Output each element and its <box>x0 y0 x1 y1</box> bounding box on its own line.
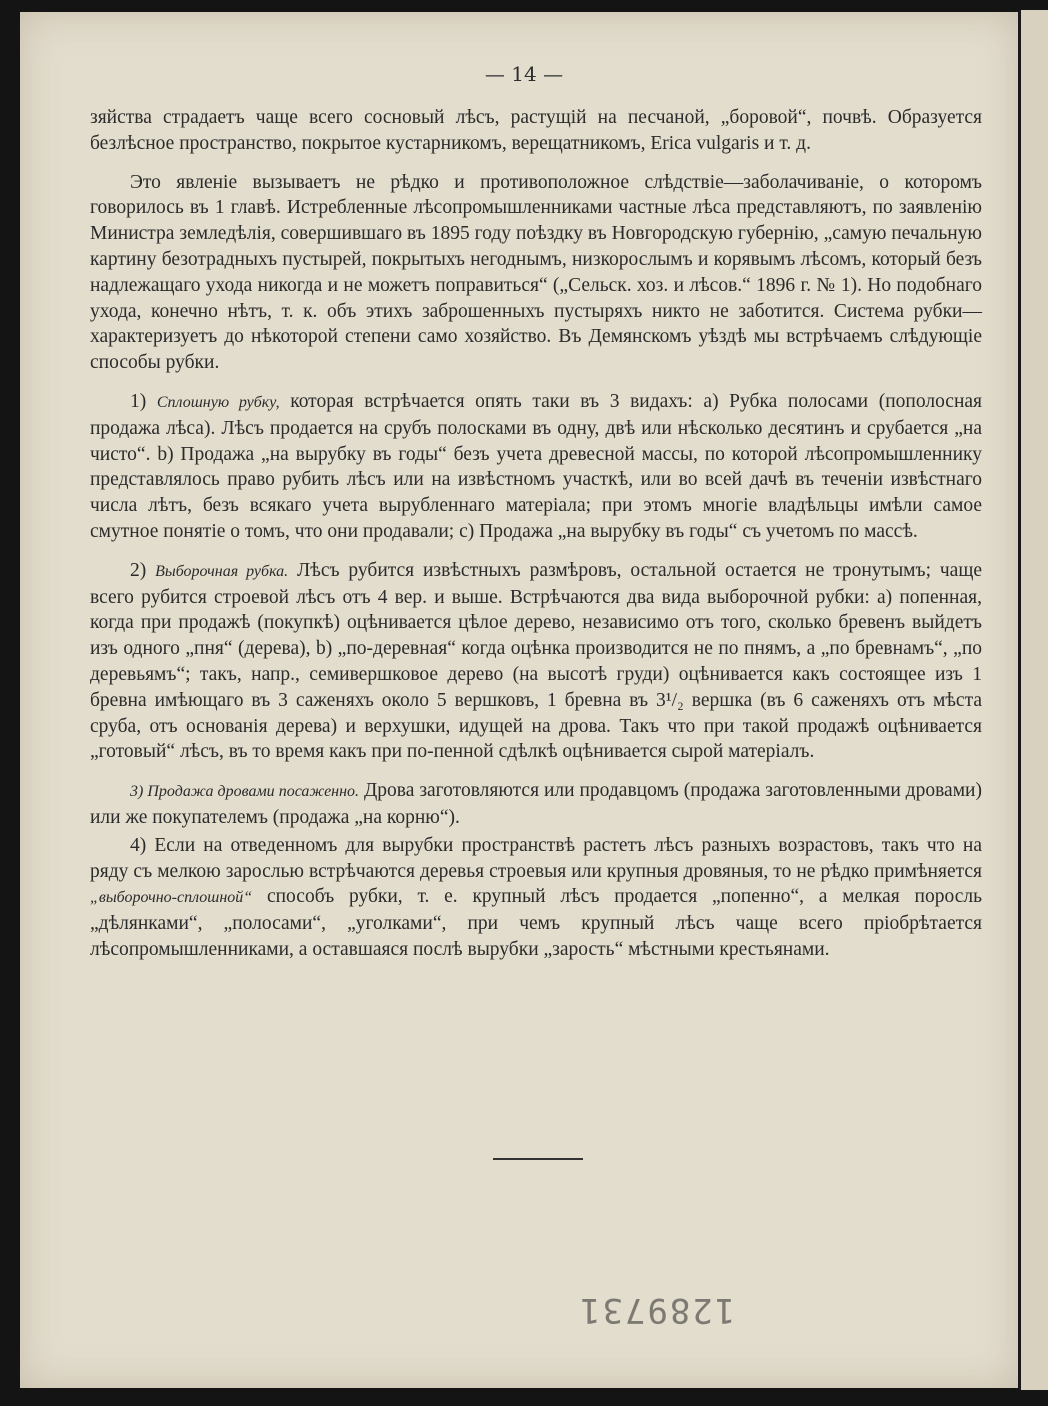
paragraph-mixed-cutting <box>90 833 982 963</box>
text-run: Лѣсъ рубится извѣстныхъ размѣровъ, остальной остается не тронутымъ; чаще всего рубится строевой лѣсъ отъ 4 вер. и выше. Встрѣчаются два вида выборочной рубки: a) попенная, когда при продажѣ (покупкѣ) оцѣнивается цѣлое дерево, независимо отъ того, сколько бревенъ выйдетъ изъ одного „пня“ (дерева), b) „по-деревная“ когда оцѣнка производится не по пнямъ, а „по бревнамъ“, „по деревьямъ“; такъ, напр., семивершковое дерево (на высотѣ груди) оцѣнивается какъ состоящее изъ 1 бревна имѣющаго въ 3 саженяхъ около 5 вершковъ, 1 бревна въ 3¹/₂ вершка (въ 6 саженяхъ отъ мѣста сруба, отъ основанія дерева) и верхушки, идущей на дрова. Такъ что при такой продажѣ оцѣнивается „готовый“ лѣсъ, въ то время какъ при по-пенной сдѣлкѣ оцѣнивается сырой матеріалъ. <box>90 559 983 763</box>
text-run: 1) <box>130 390 157 412</box>
term-firewood-sale: 3) Продажа дровами посаженно. <box>130 783 360 801</box>
text-run: способъ рубки, т. е. крупный лѣсъ продается „попенно“, а мелкая поросль „дѣлянками“, „полосами“, „уголками“, при чемъ крупный лѣсъ чаще всего пріобрѣтается лѣсопромышленниками, а оставшаяся послѣ вырубки „зарость“ мѣстными крестьянами. <box>90 886 982 960</box>
paragraph-clear-cutting <box>90 389 982 545</box>
term-clear-cutting: Сплошную рубку, <box>156 393 280 411</box>
paragraph-continuation <box>90 105 982 157</box>
text-run: 4) Если на отведенномъ для вырубки пространствѣ растетъ лѣсъ разныхъ возрастовъ, такъ что на ряду съ мелкою зарослью встрѣчаются деревья строевыя или крупныя дровяныя, то не рѣдко примѣняется <box>90 834 982 882</box>
term-selective-clear: „выборочно-сплошной“ <box>90 889 253 907</box>
paragraph-selective-cutting <box>90 558 982 765</box>
paragraph-firewood-sale <box>90 778 982 831</box>
text-run: Дрова заготовляются или продавцомъ (продажа заготовленными дровами) или же покупателемъ (продажа „на корню“). <box>90 780 982 828</box>
term-selective-cutting: Выборочная рубка. <box>155 562 289 580</box>
page-number: — 14 — <box>484 62 564 86</box>
inventory-stamp: 1289731 <box>578 1290 736 1330</box>
text-run: зяйства страдаетъ чаще всего сосновый лѣсъ, растущій на песчаной, „боровой“, почвѣ. Образуется безлѣсное пространство, покрытое кустарникомъ, верещатникомъ, Erica vulgaris и т. д. <box>90 107 982 154</box>
text-run: которая встрѣчается опять таки въ 3 видахъ: a) Рубка полосами (пополосная продажа лѣса). Лѣсъ продается на срубъ полосками въ одну, двѣ или нѣсколько десятинъ и срубается „на чисто“. b) Продажа „на вырубку въ годы“ безъ учета древесной массы, по которой лѣсопромышленнику представлялось право рубить лѣсъ или на извѣстномъ участкѣ, или во всей дачѣ въ теченіи извѣстнаго числа лѣтъ, безъ всякаго учета вырубленнаго матеріала; при этомъ многіе владѣльцы имѣли самое смутное понятіе о томъ, что они продавали; c) Продажа „на вырубку въ годы“ съ учетомъ по массѣ. <box>90 390 983 542</box>
paragraph-swamping <box>90 170 982 376</box>
text-run: 2) <box>130 559 156 581</box>
body-text <box>90 105 982 976</box>
text-run: Это явленіе вызываетъ не рѣдко и противоположное слѣдствіе—заболачиваніе, о которомъ говорилось въ 1 главѣ. Истребленные лѣсопромышленниками частные лѣса представляютъ, по заявленію Министра земледѣлія, совершившаго въ 1895 году поѣздку въ Новгородскую губернію, „самую печальную картину безотрадныхъ пустырей, покрытыхъ негоднымъ, низкорослымъ и корявымъ лѣсомъ, который безъ надлежащаго ухода никогда и не можетъ поправиться“ („Сельск. хоз. и лѣсов.“ 1896 г. № 1). Но подобнаго ухода, конечно нѣтъ, т. к. объ этихъ заброшенныхъ пустыряхъ никто не заботится. Система рубки—характеризуетъ до нѣкоторой степени само хозяйство. Въ Демянскомъ уѣздѣ мы встрѣчаемъ слѣдующіе способы рубки. <box>90 171 982 374</box>
next-page-edge <box>1018 10 1048 1390</box>
section-end-rule <box>493 1158 583 1160</box>
